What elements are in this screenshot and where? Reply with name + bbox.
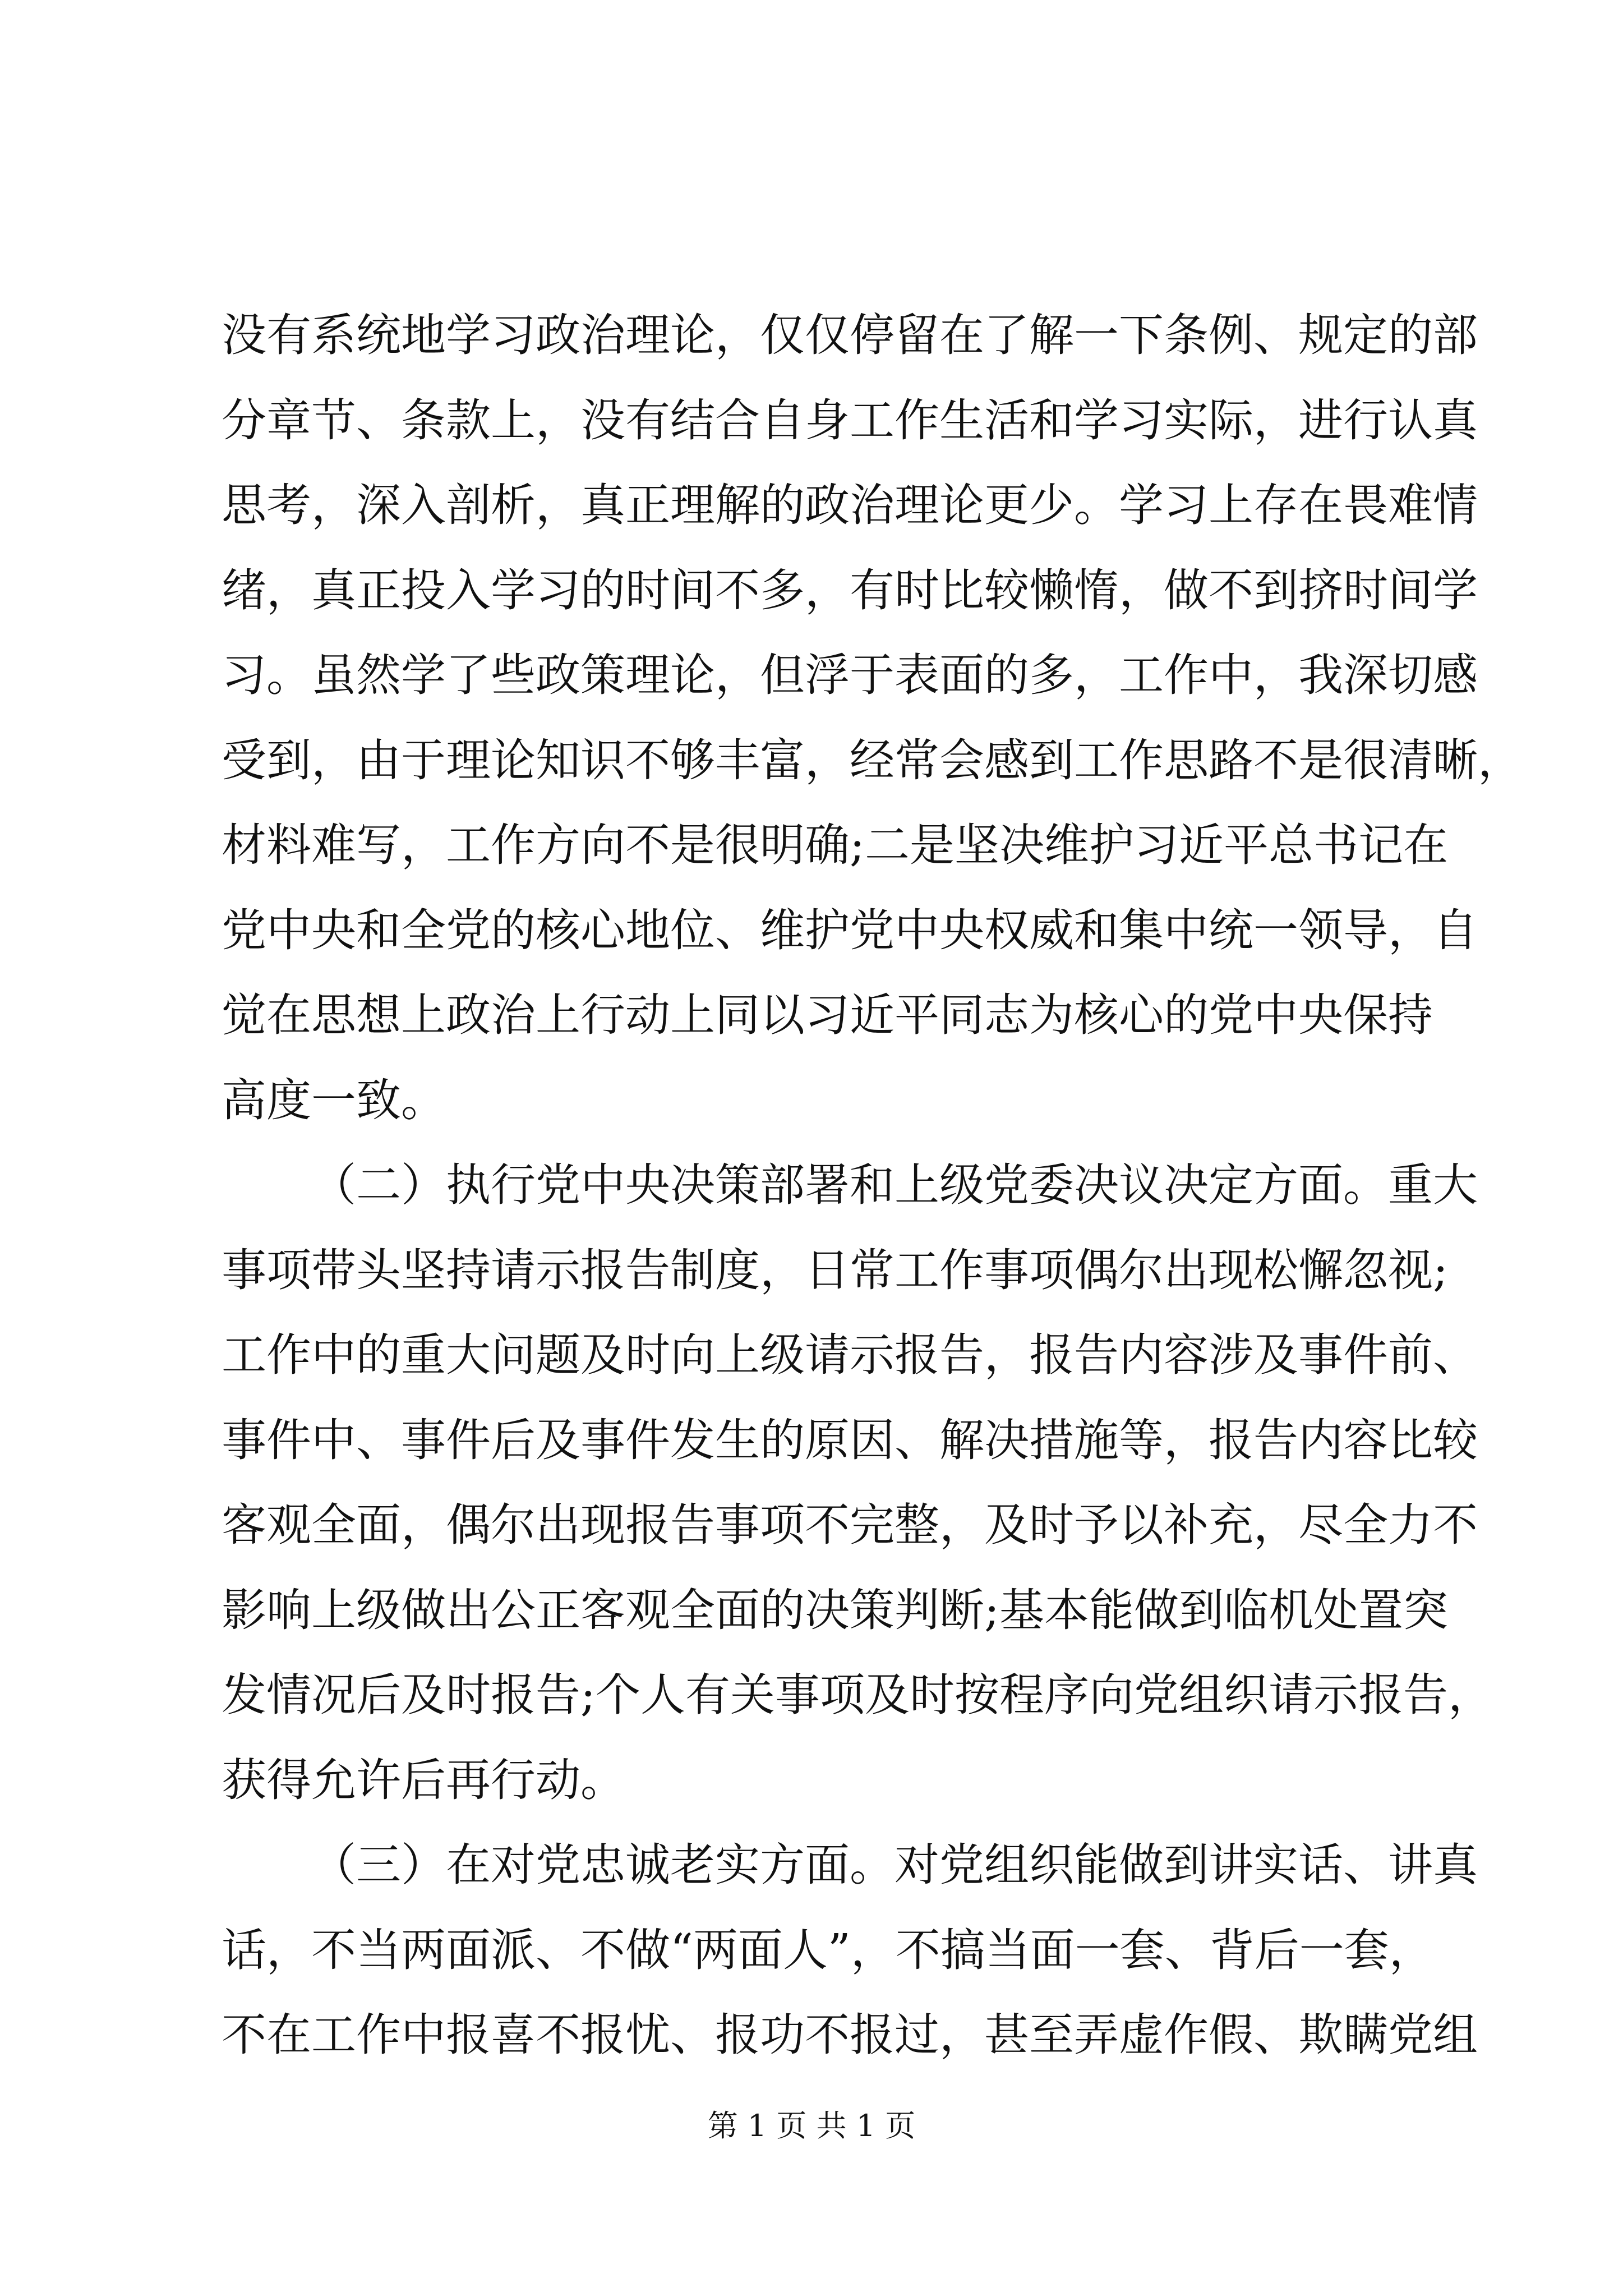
text-line: 影响上级做出公正客观全面的决策判断;基本能做到临机处置突 [222,1584,1448,1636]
text-line: 话，不当两面派、不做“两面人”，不搞当面一套、背后一套， [222,1924,1434,1976]
text-line: 高度一致。 [222,1074,446,1126]
text-line: 获得允许后再行动。 [222,1754,625,1806]
text-line: 工作中的重大问题及时向上级请示报告，报告内容涉及事件前、 [222,1329,1478,1381]
text-line: 事项带头坚持请示报告制度，日常工作事项偶尔出现松懈忽视; [222,1244,1448,1296]
text-line: 不在工作中报喜不报忧、报功不报过，甚至弄虚作假、欺瞒党组 [222,2009,1478,2061]
text-line: 习。虽然学了些政策理论，但浮于表面的多，工作中，我深切感 [222,649,1478,701]
text-line: 党中央和全党的核心地位、维护党中央权威和集中统一领导，自 [222,904,1478,956]
text-line: 绪，真正投入学习的时间不多，有时比较懒惰，做不到挤时间学 [222,564,1478,616]
text-line: 发情况后及时报告;个人有关事项及时按程序向党组织请示报告， [222,1669,1493,1721]
text-line: 客观全面，偶尔出现报告事项不完整，及时予以补充，尽全力不 [222,1499,1478,1551]
text-line: 没有系统地学习政治理论，仅仅停留在了解一下条例、规定的部 [222,309,1478,361]
text-line: 材料难写，工作方向不是很明确;二是坚决维护习近平总书记在 [222,819,1448,871]
text-line: 事件中、事件后及事件发生的原因、解决措施等，报告内容比较 [222,1414,1478,1466]
text-line: 思考，深入剖析，真正理解的政治理论更少。学习上存在畏难情 [222,479,1478,531]
section-heading-line: （二）执行党中央决策部署和上级党委决议决定方面。重大 [311,1159,1478,1211]
text-line: 受到，由于理论知识不够丰富，经常会感到工作思路不是很清晰， [222,734,1523,786]
text-line: 觉在思想上政治上行动上同以习近平同志为核心的党中央保持 [222,989,1433,1041]
section-heading-line: （三）在对党忠诚老实方面。对党组织能做到讲实话、讲真 [311,1839,1478,1891]
page-number-footer: 第 1 页 共 1 页 [707,2108,916,2143]
document-body [222,293,1523,2078]
text-line: 分章节、条款上，没有结合自身工作生活和学习实际，进行认真 [222,394,1478,447]
